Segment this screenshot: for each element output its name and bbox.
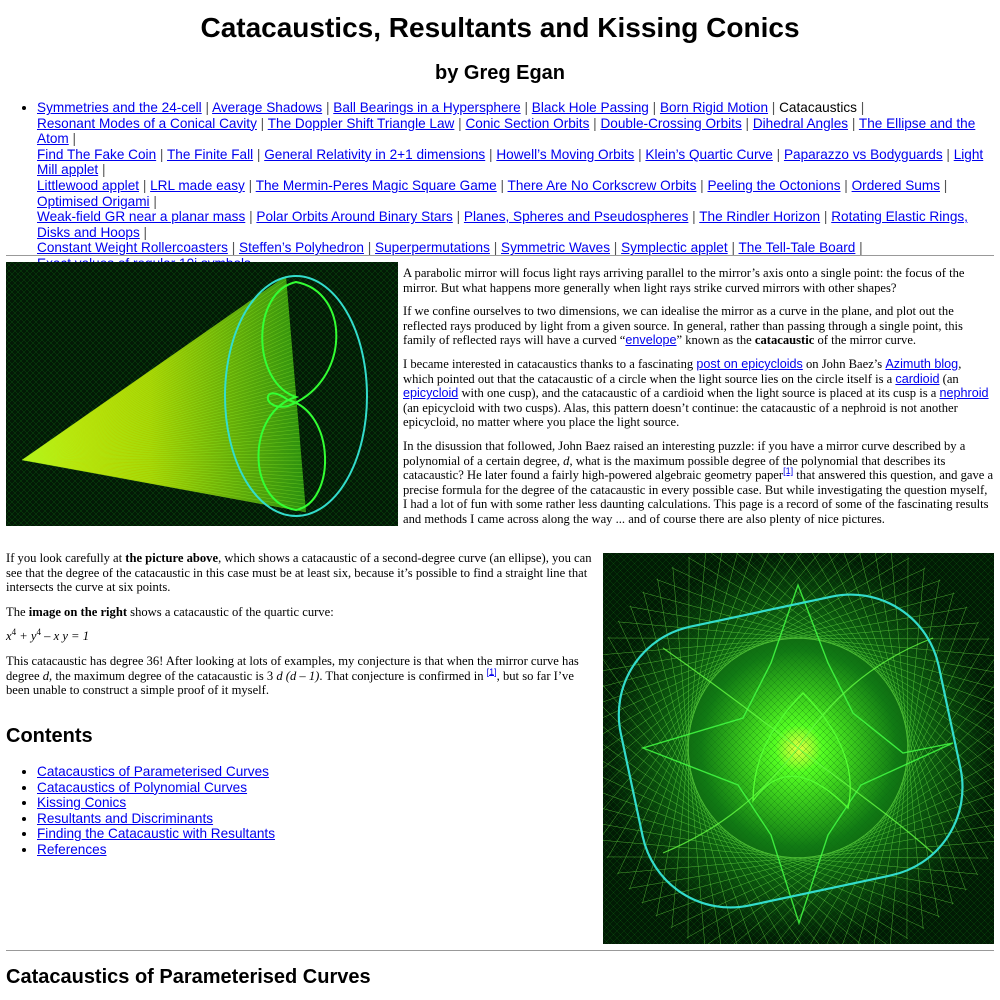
nav-link[interactable]: The Finite Fall [166, 146, 254, 162]
nav-link[interactable]: Ordered Sums [851, 177, 940, 193]
nav-link[interactable]: Weak-field GR near a planar mass [37, 209, 246, 225]
toc-item [37, 826, 275, 842]
toc-item [37, 811, 275, 827]
author-byline: by Greg Egan [434, 62, 566, 84]
nephroid-link[interactable]: nephroid [939, 386, 989, 401]
intro-text [6, 266, 994, 536]
toc-item [37, 842, 275, 858]
body-paragraph: This catacaustic has degree 36! After looking at lots of examples, my conjecture is that when the mirror curve has degree d, the maximum degree of the catacaustic is 3 d (d – 1). That conjecture is confirmed in [1], but so far I’ve been unable to construct a simple proof of it myself. [6, 653, 579, 698]
nav-link[interactable]: Littlewood applet [37, 177, 140, 193]
intro-paragraph: I became interested in catacaustics thanks to a fascinating post on epicycloids on John Baez’s Azimuth blog, which pointed out that the catacaustic of a circle when the light source lies on the circle itself is a cardioid (an epicycloid with one cusp), and the catacaustic of a cardioid when the light source is placed at its cusp is a nephroid (an epicycloid with two cusps). Alas, this pattern doesn’t continue: the catacaustic of a nephroid is not another epicycloid, no matter where you place the light source. [403, 356, 989, 430]
nav-link[interactable]: Symmetries and the 24-cell [37, 100, 202, 115]
intro-paragraph: In the disussion that followed, John Baez raised an interesting puzzle: if you have a mirror curve described by a polynomial of a certain degree, d, what is the maximum possible degree of the polynomial that describes its catacaustic? He later found a fairly high-powered algebraic geometry paper[1] that answered this question, and gave a precise formula for the degree of the catacaustic in every possible case. But while investigating the question myself, I had a lot of fun with some rather less daunting calculations. This page is a record of some of the fascinating results and methods I came across along the way ... and of course there are also plenty of nice pictures. [403, 438, 994, 526]
contents-heading: Contents [6, 725, 93, 747]
nav-link[interactable]: Klein’s Quartic Curve [645, 146, 773, 162]
nav-link[interactable]: Rotating Elastic Rings, Disks and Hoops [37, 209, 968, 240]
nav-link[interactable]: Steffen’s Polyhedron [239, 240, 364, 256]
nav-link[interactable]: Superpermutations [375, 240, 490, 256]
nav-link[interactable]: General Relativity in 2+1 dimensions [264, 146, 486, 162]
toc-item [37, 764, 275, 780]
section-heading: Catacaustics of Parameterised Curves [6, 966, 371, 988]
epicycloids-post-link[interactable]: post on epicycloids [696, 356, 803, 371]
nav-link[interactable]: There Are No Corkscrew Orbits [507, 177, 697, 193]
nav-current-page: Catacaustics [779, 100, 857, 115]
body-paragraph: If you look carefully at the picture above, which shows a catacaustic of a second-degree curve (an ellipse), you can see that the degree of the catacaustic in this case must be at least six, because it’s possible to find a straight line that intersects the curve at six points. [6, 551, 592, 595]
body-text [6, 551, 592, 708]
nav-link[interactable]: Born Rigid Motion [659, 100, 769, 115]
intro-paragraph: If we confine ourselves to two dimensions, we can idealise the mirror as a curve in the plane, and plot out the reflected rays produced by light from a given source. In general, rather than passing through a single point, this family of reflected rays will have a curved “envelope” known as the catacaustic of the mirror curve. [403, 304, 963, 348]
nav-topics-item: • Symmetries and the 24-cell | Average Shadows | Ball Bearings in a Hypersphere | Black Hole Passing | Born Rigid Motion | Catacaustics | Resonant Modes of a Conical Cavity | The Doppler Shift Triangle Law | Conic Section Orbits | Double-Crossing Orbits | Dihedral Angles | The Ellipse and the Atom | Find The Fake Coin | The Finite Fall | General Relativity in 2+1 dimensions | Howell’s Moving Orbits | Klein’s Quartic Curve | Paparazzo vs Bodyguards | Light Mill applet | Littlewood applet | LRL made easy | The Mermin-Peres Magic Square Game | There Are No Corkscrew Orbits | Peeling the Octonions | Ordered Sums | Optimised Origami | Weak-field GR near a planar mass | Polar Orbits Around Binary Stars | Planes, Spheres and Pseudospheres | The Rindler Horizon | Rotating Elastic Rings, Disks and Hoops | Constant Weight Rollercoasters | Steffen’s Polyhedron | Superpermutations | Symmetric Waves | Symplectic applet | The Tell-Tale Board | [37, 100, 996, 272]
toc-link[interactable]: References [37, 841, 107, 857]
nav-link[interactable]: Symplectic applet [621, 240, 728, 256]
quartic-equation: $x^4 + y^4 - x$ y = 1 [6, 627, 89, 644]
nav-link[interactable]: Find The Fake Coin [37, 146, 157, 162]
nav-link[interactable]: Light Mill applet [37, 146, 984, 178]
nav-link[interactable]: Optimised Origami [37, 193, 150, 209]
body-paragraph: The image on the right shows a catacaustic of the quartic curve: [6, 604, 334, 619]
nav-link[interactable]: The Tell-Tale Board [738, 240, 856, 256]
table-of-contents [6, 764, 275, 858]
toc-item [37, 780, 275, 796]
nav-link[interactable]: Peeling the Octonions [707, 177, 841, 193]
nav-link[interactable]: Average Shadows [212, 100, 323, 115]
nav-link[interactable]: Polar Orbits Around Binary Stars [256, 209, 453, 225]
reference-link[interactable]: [1] [486, 666, 497, 677]
nav-link[interactable]: Black Hole Passing [531, 100, 649, 115]
toc-link[interactable]: Catacaustics of Parameterised Curves [37, 764, 269, 779]
nav-link[interactable]: Ball Bearings in a Hypersphere [333, 100, 521, 115]
intro-paragraph: A parabolic mirror will focus light rays arriving parallel to the mirror’s axis onto a single point: the focus of the mirror. But what happens more generally when light rays strike curved mirrors with other shapes? [403, 266, 965, 295]
toc-link[interactable]: Resultants and Discriminants [37, 810, 214, 826]
nav-link[interactable]: The Rindler Horizon [699, 209, 821, 225]
nav-link[interactable]: The Doppler Shift Triangle Law [267, 115, 455, 131]
quartic-catacaustic-image [603, 553, 994, 944]
nav-link[interactable]: Resonant Modes of a Conical Cavity [37, 115, 257, 131]
nav-link[interactable]: LRL made easy [150, 177, 245, 193]
nav-link[interactable]: Paparazzo vs Bodyguards [783, 146, 943, 162]
toc-item [37, 795, 275, 811]
nav-link[interactable]: Howell’s Moving Orbits [496, 146, 635, 162]
toc-link[interactable]: Finding the Catacaustic with Resultants [37, 826, 276, 842]
nav-link[interactable]: Conic Section Orbits [465, 115, 590, 131]
divider [6, 950, 994, 951]
toc-link[interactable]: Kissing Conics [37, 795, 127, 811]
epicycloid-link[interactable]: epicycloid [403, 386, 459, 401]
divider [6, 255, 994, 256]
nav-link[interactable]: Planes, Spheres and Pseudospheres [463, 209, 689, 225]
nav-link[interactable]: The Mermin-Peres Magic Square Game [255, 177, 497, 193]
nav-link[interactable]: Symmetric Waves [501, 240, 611, 256]
azimuth-blog-link[interactable]: Azimuth blog [885, 356, 959, 371]
reference-link[interactable]: [1] [783, 465, 794, 476]
envelope-link[interactable]: envelope [625, 333, 677, 348]
cardioid-link[interactable]: cardioid [895, 371, 940, 386]
page-title: Catacaustics, Resultants and Kissing Conics [200, 12, 800, 43]
nav-link[interactable]: Double-Crossing Orbits [600, 115, 742, 131]
nav-link[interactable]: Constant Weight Rollercoasters [37, 240, 228, 256]
toc-link[interactable]: Catacaustics of Polynomial Curves [37, 779, 248, 795]
nav-link[interactable]: The Ellipse and the Atom [37, 115, 976, 147]
nav-link[interactable]: Dihedral Angles [752, 115, 849, 131]
